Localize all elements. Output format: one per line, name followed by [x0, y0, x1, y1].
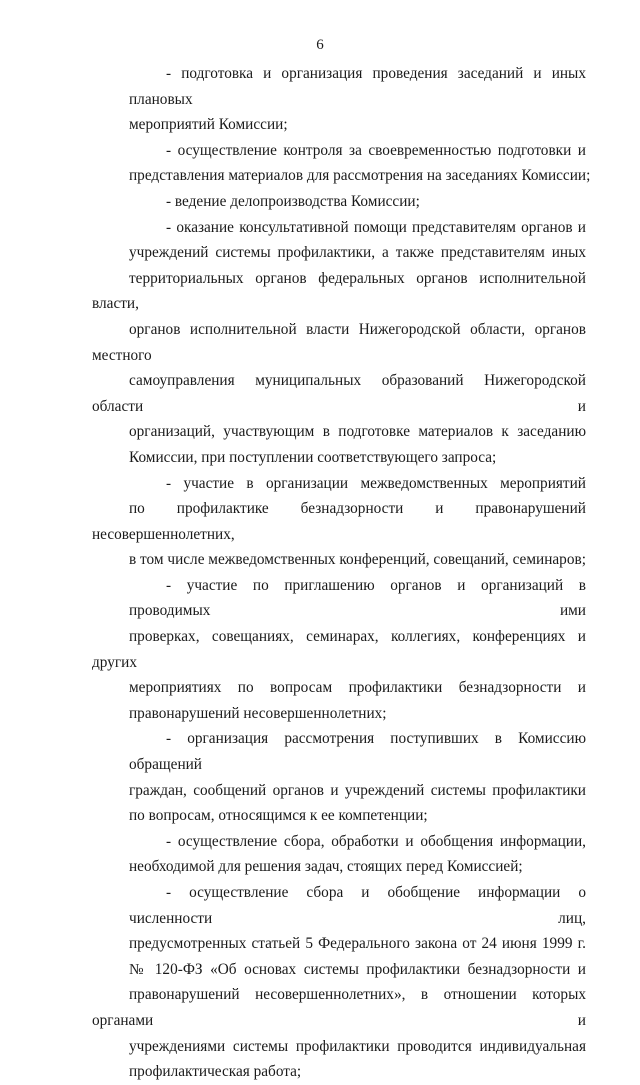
paragraph-line: Комиссии, при поступлении соответствующего запроса;	[129, 448, 497, 466]
paragraph-line: - участие по приглашению органов и организаций в проводимых ими	[129, 576, 586, 620]
paragraph-line: проверках, совещаниях, семинарах, коллегиях, конференциях и других	[92, 628, 586, 671]
paragraph-line: органов исполнительной власти Нижегородской области, органов местного	[92, 320, 586, 364]
paragraph-line: необходимой для решения задач, стоящих перед Комиссией;	[129, 858, 523, 876]
paragraph-line: учреждениями системы профилактики проводится индивидуальная	[129, 1037, 586, 1055]
paragraph-interagency	[92, 471, 586, 573]
paragraph-line: территориальных органов федеральных органов исполнительной власти,	[92, 269, 586, 313]
paragraph-information	[92, 829, 586, 880]
paragraph-line: самоуправления муниципальных образований Нижегородской области и	[92, 372, 586, 415]
paragraph-line: мероприятий Комиссии;	[129, 116, 288, 134]
paragraph-line: профилактическая работа;	[129, 1063, 302, 1081]
page-number: 6	[316, 37, 324, 53]
paragraph-line: - участие в организации межведомственных мероприятий	[166, 474, 586, 492]
paragraph-control	[92, 138, 591, 189]
paragraph-line: предусмотренных статьей 5 Федерального закона от 24 июня 1999 г.	[129, 935, 586, 953]
paragraph-line: представления материалов для рассмотрения на заседаниях Комиссии;	[129, 167, 591, 185]
paragraph-statistics	[92, 880, 586, 1085]
paragraph-line: по вопросам, относящимся к ее компетенции;	[129, 807, 428, 825]
paragraph-line: правонарушений несовершеннолетних;	[129, 704, 387, 722]
paragraph-appeals	[92, 726, 586, 828]
paragraph-line: правонарушений несовершеннолетних», в отношении которых органами и	[92, 986, 586, 1029]
document-body	[92, 61, 591, 1085]
paragraph-line: - осуществление контроля за своевременностью подготовки и	[166, 141, 586, 159]
paragraph-line: - подготовка и организация проведения заседаний и иных плановых	[129, 65, 586, 108]
paragraph-line: по профилактике безнадзорности и правонарушений несовершеннолетних,	[92, 500, 586, 543]
paragraph-line: - оказание консультативной помощи представителям органов и	[166, 218, 586, 236]
paragraph-meetings	[92, 61, 586, 138]
paragraph-line: мероприятиях по вопросам профилактики безнадзорности и	[129, 679, 586, 697]
paragraph-line: - осуществление сбора и обобщение информации о численности лиц,	[129, 884, 586, 927]
paragraph-line: организаций, участвующим в подготовке материалов к заседанию	[129, 423, 586, 441]
paragraph-line: граждан, сообщений органов и учреждений системы профилактики	[129, 781, 586, 799]
paragraph-line: - осуществление сбора, обработки и обобщения информации,	[166, 832, 586, 850]
paragraph-consulting	[92, 215, 586, 471]
paragraph-records	[92, 189, 586, 215]
paragraph-inspections	[92, 573, 586, 727]
paragraph-line: - ведение делопроизводства Комиссии;	[166, 192, 420, 210]
paragraph-line: № 120-ФЗ «Об основах системы профилактики безнадзорности и	[129, 960, 586, 978]
paragraph-line: учреждений системы профилактики, а также представителям иных	[129, 244, 586, 262]
paragraph-line: в том числе межведомственных конференций, совещаний, семинаров;	[129, 551, 586, 569]
paragraph-line: - организация рассмотрения поступивших в Комиссию обращений	[129, 730, 586, 774]
